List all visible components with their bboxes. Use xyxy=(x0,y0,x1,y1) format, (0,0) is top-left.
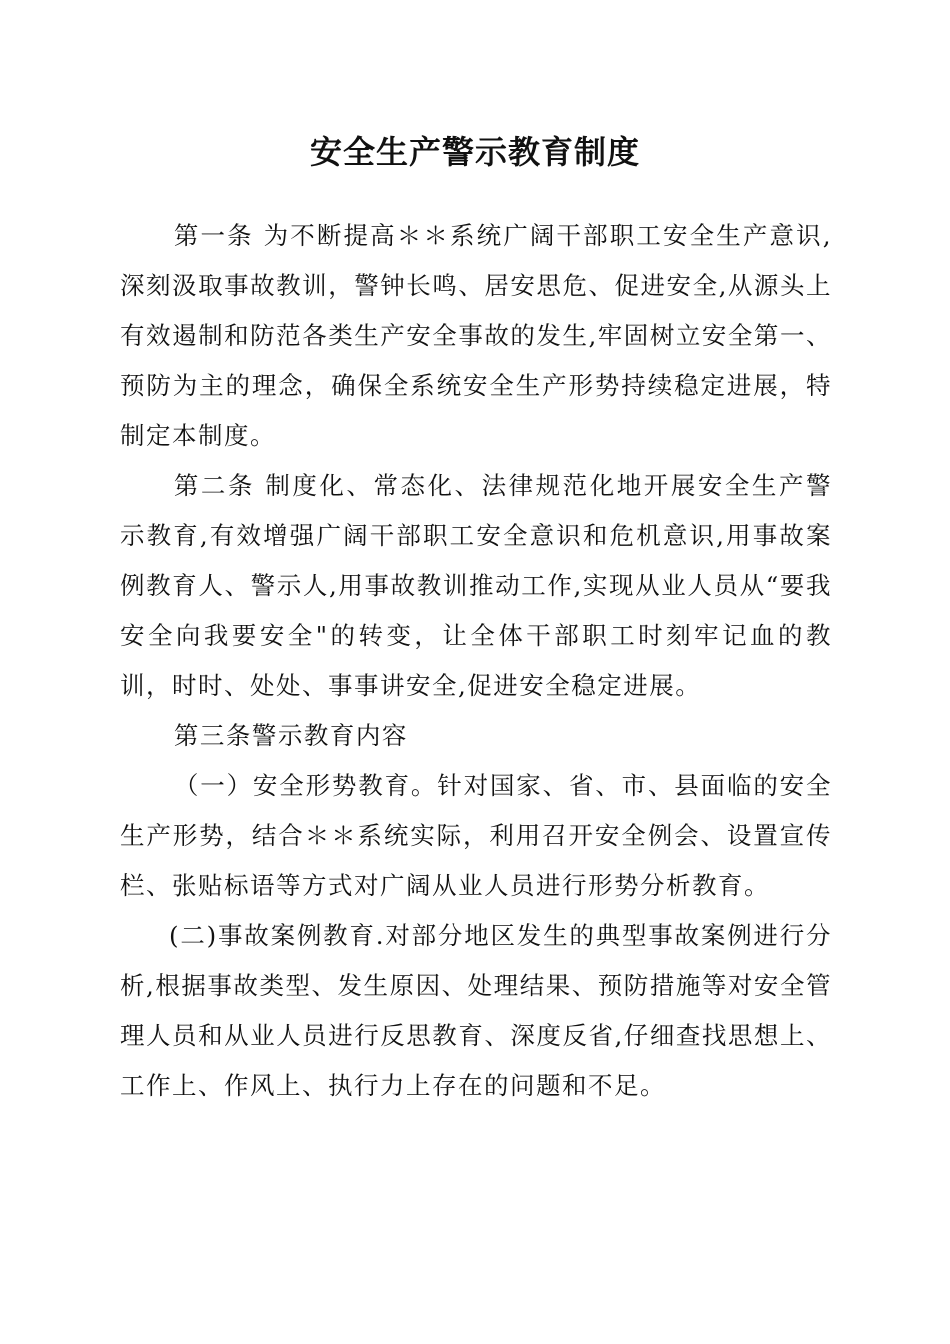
paragraph-item-1: （一）安全形势教育。针对国家、省、市、县面临的安全生产形势，结合＊＊系统实际，利用召开安全例会、设置宣传栏、张贴标语等方式对广阔从业人员进行形势分析教育。 xyxy=(120,771,832,900)
paragraph-article-2: 第二条 制度化、常态化、法律规范化地开展安全生产警示教育,有效增强广阔干部职工安全意识和危机意识,用事故案例教育人、警示人,用事故教训推动工作,实现从业人员从“要我安全向我要安全"的转变，让全体干部职工时刻牢记血的教训，时时、处处、事事讲安全,促进安全稳定进展。 xyxy=(120,471,832,700)
document-title: 安全生产警示教育制度 xyxy=(309,133,640,171)
paragraph-article-1: 第一条 为不断提高＊＊系统广阔干部职工安全生产意识,深刻汲取事故教训，警钟长鸣、居安思危、促进安全,从源头上有效遏制和防范各类生产安全事故的发生,牢固树立安全第一、预防为主的理念，确保全系统安全生产形势持续稳定进展，特制定本制度。 xyxy=(120,221,832,450)
document-body xyxy=(120,211,832,1111)
paragraph-article-3-heading: 第三条警示教育内容 xyxy=(173,721,408,750)
paragraph-item-2: (二)事故案例教育.对部分地区发生的典型事故案例进行分析,根据事故类型、发生原因、处理结果、预防措施等对安全管理人员和从业人员进行反思教育、深度反省,仔细查找思想上、工作上、作风上、执行力上存在的问题和不足。 xyxy=(120,921,832,1100)
